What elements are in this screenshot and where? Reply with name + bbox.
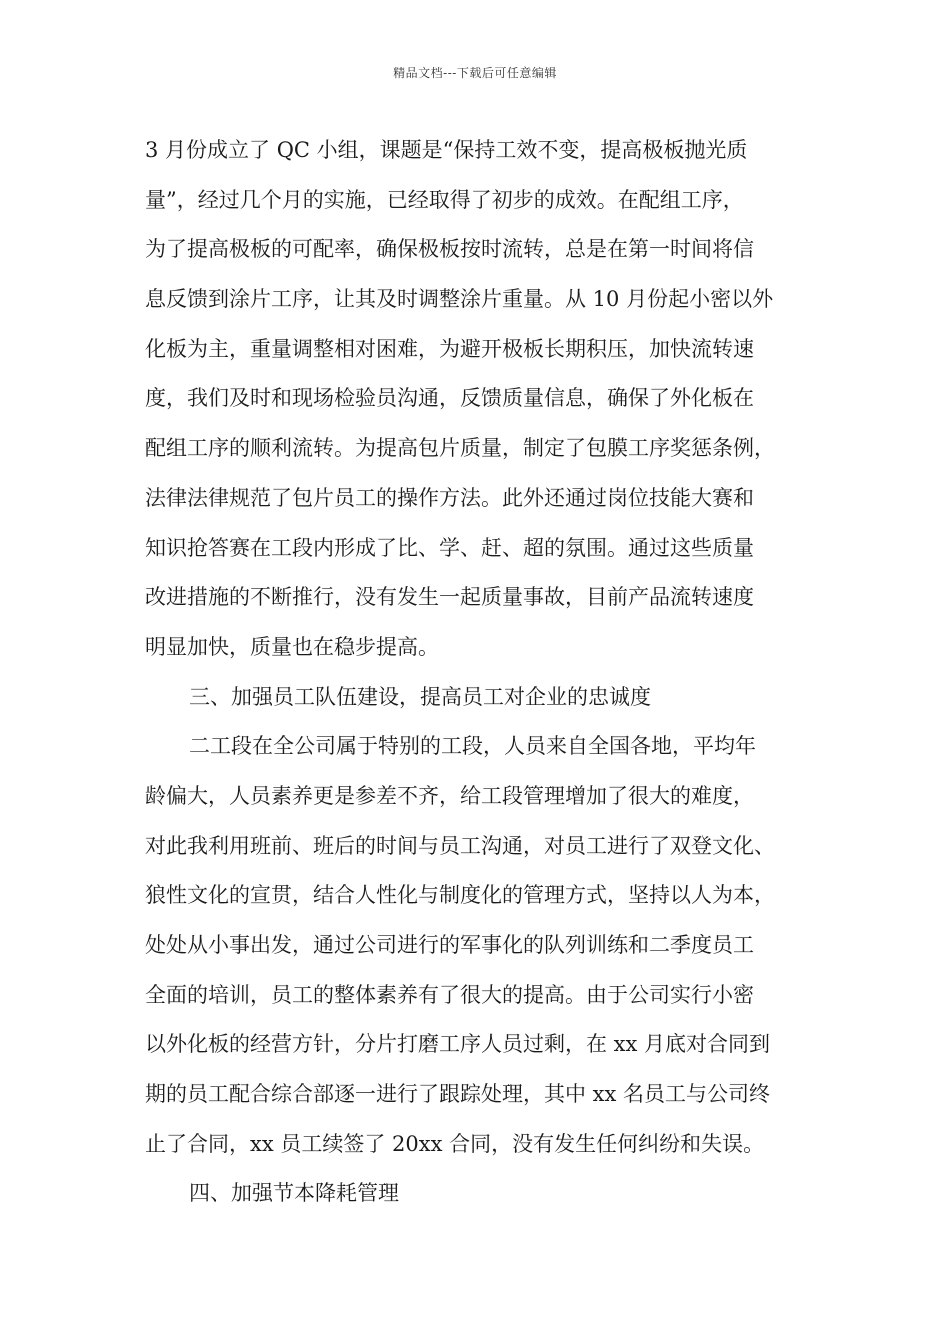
body-line: 法律法律规范了包片员工的操作方法。此外还通过岗位技能大赛和 xyxy=(145,485,754,510)
body-line: 龄偏大，人员素养更是参差不齐，给工段管理增加了很大的难度， xyxy=(145,783,754,808)
document-body xyxy=(145,132,827,1225)
body-line: 息反馈到涂片工序，让其及时调整涂片重量。从 10 月份起小密以外 xyxy=(145,287,774,312)
section-heading: 四、加强节本降耗管理 xyxy=(189,1181,399,1206)
body-line: 配组工序的顺利流转。为提高包片质量，制定了包膜工序奖惩条例， xyxy=(145,436,775,461)
body-line: 度，我们及时和现场检验员沟通，反馈质量信息，确保了外化板在 xyxy=(145,386,754,411)
body-line: 化板为主，重量调整相对困难，为避开极板长期积压，加快流转速 xyxy=(145,336,754,361)
page-header: 精品文档---下载后可任意编辑 xyxy=(393,66,557,80)
body-line: 以外化板的经营方针，分片打磨工序人员过剩，在 xx 月底对合同到 xyxy=(145,1032,771,1057)
body-line: 量”，经过几个月的实施，已经取得了初步的成效。在配组工序， xyxy=(145,187,744,212)
body-line: 止了合同，xx 员工续签了 20xx 合同，没有发生任何纠纷和失误。 xyxy=(145,1131,765,1156)
body-line: 3 月份成立了 QC 小组，课题是“保持工效不变，提高极板抛光质 xyxy=(145,138,748,162)
body-line: 处处从小事出发，通过公司进行的军事化的队列训练和二季度员工 xyxy=(145,933,754,957)
body-line: 为了提高极板的可配率，确保极板按时流转，总是在第一时间将信 xyxy=(145,237,754,262)
body-line: 知识抢答赛在工段内形成了比、学、赶、超的氛围。通过这些质量 xyxy=(145,535,754,560)
section-heading: 三、加强员工队伍建设，提高员工对企业的忠诚度 xyxy=(189,684,651,709)
body-line: 对此我利用班前、班后的时间与员工沟通，对员工进行了双登文化、 xyxy=(145,833,775,858)
body-line: 狼性文化的宣贯，结合人性化与制度化的管理方式，坚持以人为本， xyxy=(145,883,775,908)
body-line: 全面的培训，员工的整体素养有了很大的提高。由于公司实行小密 xyxy=(145,982,754,1007)
body-line: 明显加快，质量也在稳步提高。 xyxy=(145,634,439,659)
paragraph-first-line: 二工段在全公司属于特别的工段，人员来自全国各地，平均年 xyxy=(189,734,756,759)
body-line: 改进措施的不断推行，没有发生一起质量事故，目前产品流转速度 xyxy=(145,585,754,610)
body-line: 期的员工配合综合部逐一进行了跟踪处理，其中 xx 名员工与公司终 xyxy=(145,1082,771,1107)
